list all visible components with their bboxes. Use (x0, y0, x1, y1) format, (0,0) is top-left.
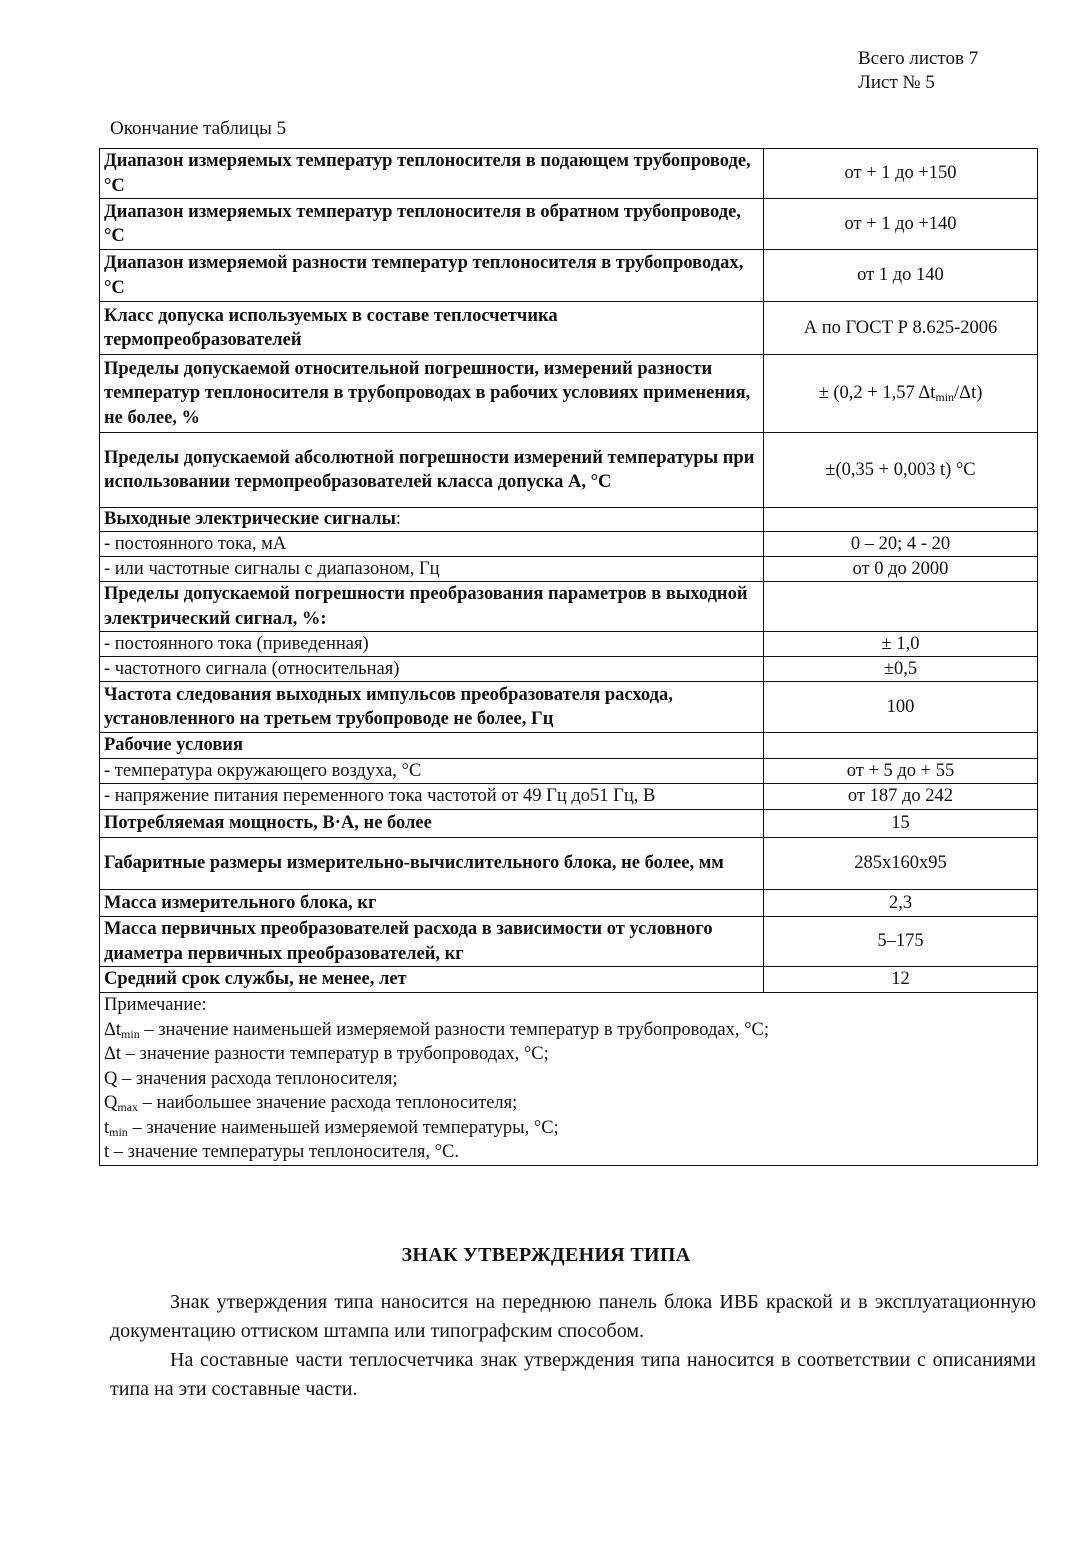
note-text: – значение разности температур в трубопроводах, °С; (121, 1044, 549, 1064)
note-row (100, 993, 1038, 1166)
param-cell: Рабочие условия (100, 733, 764, 759)
value-cell: А по ГОСТ Р 8.625-2006 (764, 302, 1038, 355)
value-post: /Δt) (954, 383, 983, 404)
param-cell: - температура окружающего воздуха, °С (100, 759, 764, 784)
table-row (100, 967, 1038, 993)
paragraph: Знак утверждения типа наносится на переднюю панель блока ИВБ краской и в эксплуатационную документацию оттиском штампа или типографским способом. (110, 1291, 1036, 1342)
table-row (100, 917, 1038, 967)
table-row (100, 433, 1038, 508)
param-cell: Средний срок службы, не менее, лет (100, 967, 764, 993)
value-cell (764, 733, 1038, 759)
section-title: ЗНАК УТВЕРЖДЕНИЯ ТИПА (401, 1244, 691, 1266)
value-cell: 285x160x95 (764, 838, 1038, 890)
value-cell: от + 1 до +140 (764, 199, 1038, 250)
value-cell: 15 (764, 810, 1038, 838)
table-row (100, 784, 1038, 810)
table-row (100, 582, 1038, 632)
value-cell: от + 5 до + 55 (764, 759, 1038, 784)
note-symbol: Δt (104, 1019, 122, 1040)
param-cell: Диапазон измеряемой разности температур теплоносителя в трубопроводах, °С (100, 250, 764, 302)
value-cell (764, 355, 1038, 433)
param-cell: Масса измерительного блока, кг (100, 890, 764, 917)
note-symbol: Q (104, 1093, 118, 1113)
note-line (104, 1140, 1033, 1165)
note-line (104, 1091, 1033, 1116)
table-row (100, 759, 1038, 784)
param-cell: Потребляемая мощность, В·А, не более (100, 810, 764, 838)
table-row (100, 250, 1038, 302)
value-cell: от 0 до 2000 (764, 557, 1038, 582)
note-line (104, 1018, 1033, 1043)
table-row (100, 838, 1038, 890)
note-subscript: min (109, 1124, 128, 1139)
value-cell (764, 582, 1038, 632)
note-text: – значение температуры теплоносителя, °С. (109, 1142, 460, 1162)
param-suffix: : (395, 509, 402, 529)
table-row (100, 149, 1038, 199)
table-caption: Окончание таблицы 5 (110, 118, 287, 139)
table-row (100, 733, 1038, 759)
note-symbol: t (104, 1142, 110, 1162)
note-subscript: min (121, 1026, 140, 1041)
value-cell: ±0,5 (764, 657, 1038, 682)
param-cell: - постоянного тока, мА (100, 532, 764, 557)
note-line (104, 1042, 1033, 1067)
note-symbol: Q (104, 1068, 118, 1089)
param-cell: Масса первичных преобразователей расхода в зависимости от условного диаметра первичных преобразователей, кг (100, 917, 764, 967)
value-cell: от 187 до 242 (764, 784, 1038, 810)
table-row (100, 557, 1038, 582)
note-line (104, 1116, 1033, 1141)
value-cell: 12 (764, 967, 1038, 993)
value-cell: ±(0,35 + 0,003 t) °С (764, 433, 1038, 508)
note-text: – значение наименьшей измеряемой разности температур в трубопроводах, °С; (139, 1019, 769, 1040)
spec-table (99, 148, 1038, 1166)
value-cell: 5–175 (764, 917, 1038, 967)
note-subscript: max (117, 1100, 139, 1114)
value-cell: 100 (764, 682, 1038, 733)
note-symbol: Δt (104, 1044, 122, 1064)
value-cell: от + 1 до +150 (764, 149, 1038, 199)
note-cell (100, 993, 1038, 1166)
param-cell: Габаритные размеры измерительно-вычислительного блока, не более, мм (100, 838, 764, 890)
note-line (104, 1067, 1033, 1092)
value-cell: от 1 до 140 (764, 250, 1038, 302)
table-row (100, 682, 1038, 733)
table-row (100, 199, 1038, 250)
total-sheets: Всего листов 7 (858, 48, 979, 69)
param-cell: - или частотные сигналы с диапазоном, Гц (100, 557, 764, 582)
param-cell: Пределы допускаемой относительной погрешности, измерений разности температур теплоносителя в трубопроводах в рабочих условиях применения, не более, % (100, 355, 764, 433)
value-cell: ± 1,0 (764, 632, 1038, 657)
note-text: – наибольшее значение расхода теплоносителя; (138, 1093, 518, 1113)
value-sub: min (935, 390, 955, 405)
sheet-info (858, 47, 978, 95)
sheet-number: Лист № 5 (858, 72, 935, 93)
table-row (100, 632, 1038, 657)
note-text: – значения расхода теплоносителя; (117, 1068, 398, 1089)
table-row (100, 302, 1038, 355)
param-cell: Диапазон измеряемых температур теплоносителя в подающем трубопроводе, °С (100, 149, 764, 199)
table-row (100, 532, 1038, 557)
table-row (100, 810, 1038, 838)
param-heading: Выходные электрические сигналы (104, 509, 396, 529)
param-cell: Частота следования выходных импульсов преобразователя расхода, установленного на третьем трубопроводе не более, Гц (100, 682, 764, 733)
value-cell (764, 508, 1038, 532)
table-row (100, 355, 1038, 433)
param-cell: - частотного сигнала (относительная) (100, 657, 764, 682)
paragraph: На составные части теплосчетчика знак утверждения типа наносится в соответствии с описаниями типа на эти составные части. (110, 1349, 1036, 1400)
value-pre: ± (0,2 + 1,57 Δt (818, 383, 936, 404)
param-cell: Класс допуска используемых в составе теплосчетчика термопреобразователей (100, 302, 764, 355)
table-row (100, 890, 1038, 917)
param-cell: - постоянного тока (приведенная) (100, 632, 764, 657)
note-symbol: t (104, 1117, 110, 1138)
value-cell: 2,3 (764, 890, 1038, 917)
value-cell: 0 – 20; 4 - 20 (764, 532, 1038, 557)
param-cell: Диапазон измеряемых температур теплоносителя в обратном трубопроводе, °С (100, 199, 764, 250)
param-cell: Пределы допускаемой абсолютной погрешности измерений температуры при использовании термопреобразователей класса допуска А, °С (100, 433, 764, 508)
note-title: Примечание: (104, 995, 207, 1015)
table-row (100, 657, 1038, 682)
table-row (100, 508, 1038, 532)
param-cell: - напряжение питания переменного тока частотой от 49 Гц до51 Гц, В (100, 784, 764, 810)
param-cell: Пределы допускаемой погрешности преобразования параметров в выходной электрический сигнал, %: (100, 582, 764, 632)
param-cell (100, 508, 764, 532)
note-text: – значение наименьшей измеряемой температуры, °С; (127, 1117, 559, 1138)
